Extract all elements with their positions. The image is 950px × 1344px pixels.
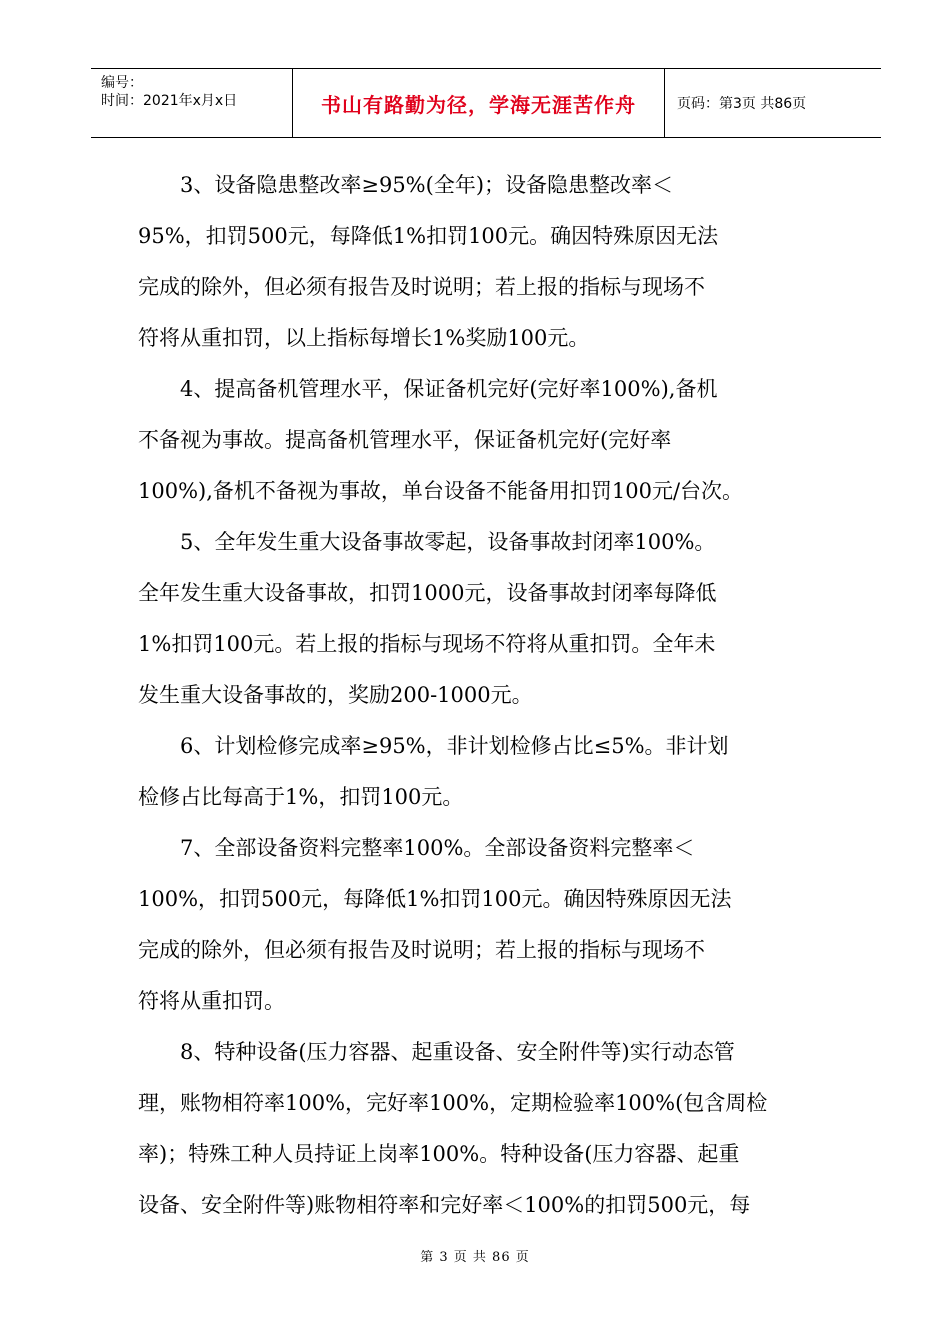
header-meta xyxy=(91,69,293,137)
text-line: 不备视为事故。提高备机管理水平，保证备机完好(完好率 xyxy=(138,428,672,452)
paragraph-item-3 xyxy=(138,160,860,364)
paragraph-item-4 xyxy=(138,364,860,517)
text-line: 1%扣罚100元。若上报的指标与现场不符将从重扣罚。全年未 xyxy=(138,632,716,656)
text-line: 发生重大设备事故的，奖励200-1000元。 xyxy=(138,683,533,707)
paragraph-item-6 xyxy=(138,721,860,823)
text-line: 4、提高备机管理水平，保证备机完好(完好率100%),备机 xyxy=(138,377,718,401)
text-line: 完成的除外，但必须有报告及时说明；若上报的指标与现场不 xyxy=(138,275,705,299)
text-line: 完成的除外，但必须有报告及时说明；若上报的指标与现场不 xyxy=(138,938,705,962)
text-line: 设备、安全附件等)账物相符率和完好率＜100%的扣罚500元，每 xyxy=(138,1193,751,1217)
text-line: 理，账物相符率100%，完好率100%，定期检验率100%(包含周检 xyxy=(138,1091,768,1115)
text-line: 符将从重扣罚，以上指标每增长1%奖励100元。 xyxy=(138,326,590,350)
text-line: 率)；特殊工种人员持证上岗率100%。特种设备(压力容器、起重 xyxy=(138,1142,740,1166)
text-line: 检修占比每高于1%，扣罚100元。 xyxy=(138,785,464,809)
text-line: 全年发生重大设备事故，扣罚1000元，设备事故封闭率每降低 xyxy=(138,581,717,605)
header-page-label: 页码：第3页 共86页 xyxy=(677,96,807,112)
document-number-label: 编号： xyxy=(101,75,143,91)
document-body xyxy=(138,160,860,1231)
text-line: 100%),备机不备视为事故，单台设备不能备用扣罚100元/台次。 xyxy=(138,479,744,503)
text-line: 符将从重扣罚。 xyxy=(138,989,285,1013)
text-line: 100%，扣罚500元，每降低1%扣罚100元。确因特殊原因无法 xyxy=(138,887,732,911)
document-time-label: 时间：2021年x月x日 xyxy=(101,93,238,109)
page-footer: 第 3 页 共 86 页 xyxy=(420,1250,530,1265)
paragraph-item-7 xyxy=(138,823,860,1027)
text-line: 7、全部设备资料完整率100%。全部设备资料完整率＜ xyxy=(138,836,695,860)
text-line: 3、设备隐患整改率≥95%(全年)；设备隐患整改率＜ xyxy=(138,173,674,197)
text-line: 8、特种设备(压力容器、起重设备、安全附件等)实行动态管 xyxy=(138,1040,735,1064)
paragraph-item-8 xyxy=(138,1027,860,1231)
text-line: 95%，扣罚500元，每降低1%扣罚100元。确因特殊原因无法 xyxy=(138,224,719,248)
page-header xyxy=(91,68,881,138)
text-line: 6、计划检修完成率≥95%，非计划检修占比≤5%。非计划 xyxy=(138,734,729,758)
paragraph-item-5 xyxy=(138,517,860,721)
header-motto: 书山有路勤为径，学海无涯苦作舟 xyxy=(293,69,665,137)
text-line: 5、全年发生重大设备事故零起，设备事故封闭率100%。 xyxy=(138,530,716,554)
